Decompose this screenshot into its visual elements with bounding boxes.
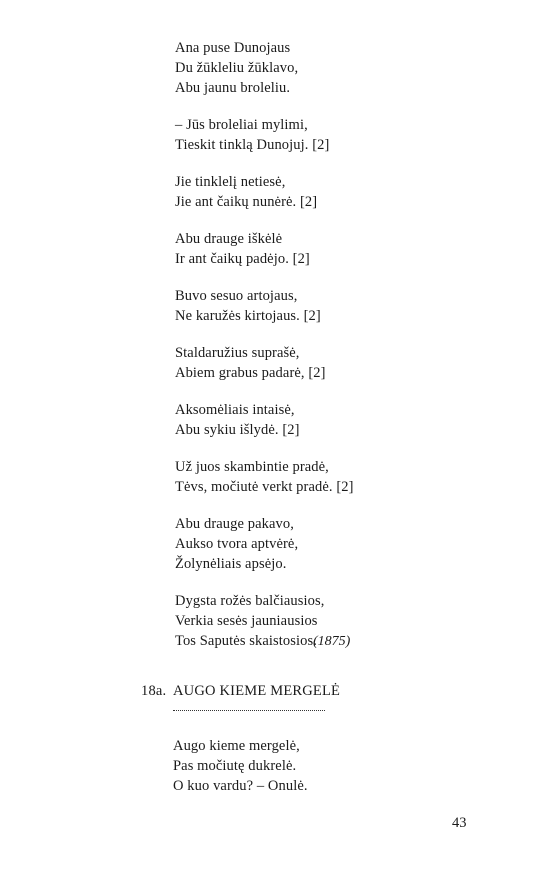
poem-line: Pas močiutę dukrelė. — [173, 758, 297, 774]
poem-line: – Jūs broleliai mylimi, — [175, 117, 308, 133]
stanza — [175, 343, 475, 383]
poem-line: Staldaružius suprašė, — [175, 345, 300, 361]
stanza — [175, 286, 475, 326]
poem-line: Jie ant čaikų nunėrė. [2] — [175, 194, 318, 210]
poem-line: Du žūkleliu žūklavo, — [175, 60, 299, 76]
poem-line: Aukso tvora aptvėrė, — [175, 536, 299, 552]
poem-line: Ana puse Dunojaus — [175, 40, 291, 56]
poem-line: Buvo sesuo artojaus, — [175, 288, 298, 304]
stanza — [175, 400, 475, 440]
omission-dotted-line — [173, 710, 325, 711]
poem-line: Dygsta rožės balčiausios, — [175, 593, 325, 609]
poem-line: Augo kieme mergelė, — [173, 738, 300, 754]
poem-line: Ne karužės kirtojaus. [2] — [175, 308, 321, 324]
section-number: 18a. — [141, 683, 167, 699]
poem-line: Ir ant čaikų padėjo. [2] — [175, 251, 310, 267]
stanza — [175, 514, 475, 574]
poem-line: Už juos skambintie pradė, — [175, 459, 329, 475]
poem-line: Abu sykiu išlydė. [2] — [175, 422, 300, 438]
page-number: 43 — [452, 815, 467, 831]
poem-line: Aksomėliais intaisė, — [175, 402, 295, 418]
poem-line: Abu drauge iškėlė — [175, 231, 283, 247]
poem-date: (1875) — [313, 634, 351, 649]
poem-line: O kuo vardu? – Onulė. — [173, 778, 308, 794]
poem-line: Verkia sesės jauniausios — [175, 613, 318, 629]
stanza — [175, 229, 475, 269]
poem-line: Žolynėliais apsėjo. — [175, 556, 287, 572]
poem-body — [175, 38, 475, 668]
section-heading — [141, 681, 340, 701]
second-poem-body — [173, 736, 473, 796]
poem-line: Tėvs, močiutė verkt pradė. [2] — [175, 479, 354, 495]
stanza — [175, 457, 475, 497]
poem-line: Abiem grabus padarė, [2] — [175, 365, 326, 381]
poem-line: Abu drauge pakavo, — [175, 516, 294, 532]
stanza — [175, 172, 475, 212]
section-title: AUGO KIEME MERGELĖ — [173, 683, 341, 699]
stanza — [175, 38, 475, 98]
poem-line: Tieskit tinklą Dunojuj. [2] — [175, 137, 330, 153]
stanza — [175, 115, 475, 155]
poem-line: Abu jaunu broleliu. — [175, 80, 291, 96]
poem-line: Tos Saputės skaistosios. — [175, 633, 317, 649]
poem-line: Jie tinklelį netiesė, — [175, 174, 286, 190]
